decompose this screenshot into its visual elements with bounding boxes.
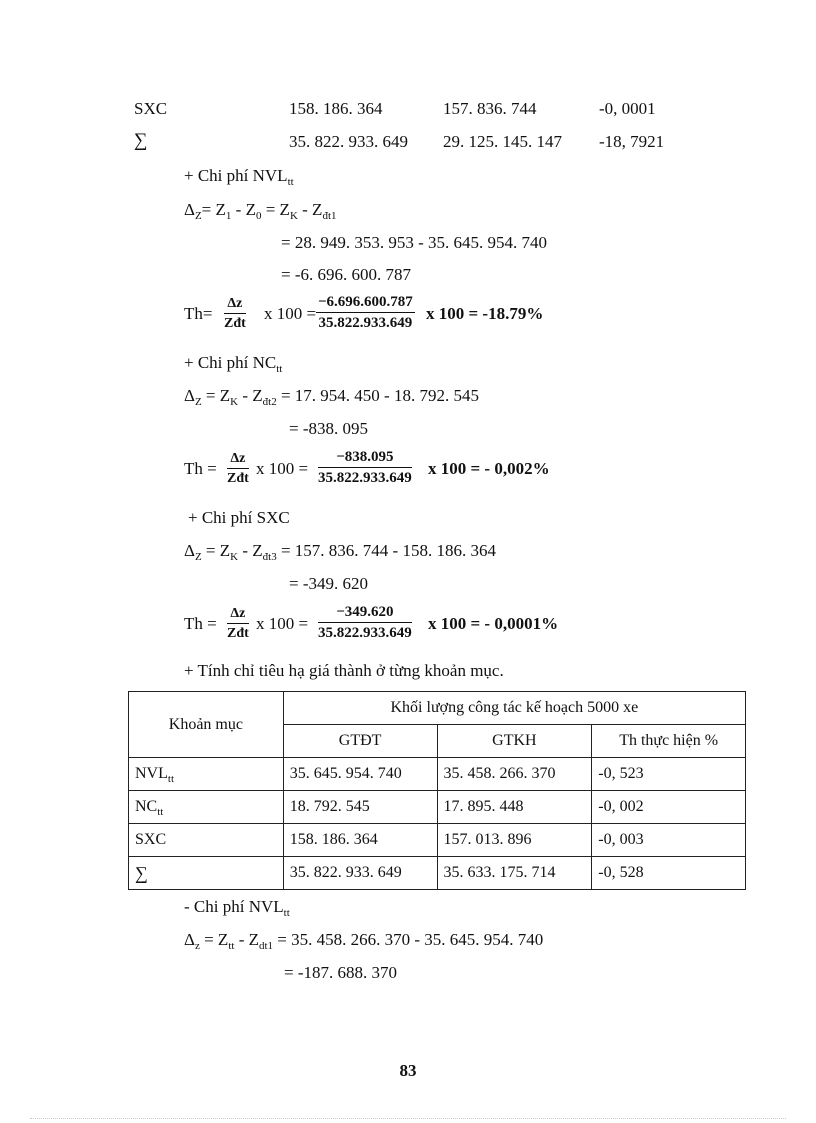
th-label: Th = (184, 614, 217, 633)
delta-formula-sxc: $\Delta_Z = Z_K - Z_{đt3} = 157$. 836. 744 - 158. 186. 364 (184, 541, 496, 563)
fraction-delta: Δz Zđt (227, 451, 249, 486)
page-number: 83 (399, 1061, 417, 1080)
col-header-item: Khoản mục (129, 692, 284, 758)
th-result: x 100 = - 0,002% (428, 459, 550, 478)
calc-line: = -349. 620 (289, 574, 368, 593)
cell: 158. 186. 364 (283, 824, 437, 857)
cost-table (128, 691, 746, 890)
section-heading-nvl2: - Chi phí $NVL_{tt}$ (184, 897, 290, 919)
col-header: GTĐT (283, 725, 437, 758)
delta-formula-nvl2: $\Delta_z = Z_{tt} - Z_{dt1} = 35$. 458. 266. 370 - 35. 645. 954. 740 (184, 930, 544, 952)
cell: -0, 002 (592, 791, 746, 824)
top-row-value: 158. 186. 364 (289, 99, 383, 118)
table-row (129, 758, 746, 791)
top-row-value: -0, 0001 (599, 99, 656, 118)
cell: 157. 013. 896 (437, 824, 592, 857)
cell: 35. 822. 933. 649 (283, 857, 437, 890)
section-heading-table: + Tính chỉ tiêu hạ giá thành ở từng khoản mục. (184, 661, 504, 680)
fraction-values: $\frac{-838.095}{35.822.933.649}$ (318, 449, 412, 486)
sum-symbol: ∑ (134, 130, 148, 151)
times-100: x 100 = (256, 459, 309, 478)
top-row-value: 35. 822. 933. 649 (289, 132, 408, 151)
row-label: SXC (129, 824, 284, 857)
th-result: x 100 = -18.79% (426, 304, 544, 323)
calc-line: = 28. 949. 353. 953 - 35. 645. 954. 740 (281, 233, 547, 252)
cell: 35. 645. 954. 740 (283, 758, 437, 791)
th-result: x 100 = - 0,0001% (428, 614, 559, 633)
fraction-delta: Δz Zđt (224, 296, 246, 331)
th-label: Th= (184, 304, 213, 323)
col-header: GTKH (437, 725, 592, 758)
section-heading-nvl: + Chi phí $NVL_{tt}$ (184, 166, 294, 188)
cell: 35. 458. 266. 370 (437, 758, 592, 791)
table-row (129, 791, 746, 824)
fraction-delta: Δz Zđt (227, 606, 249, 641)
top-row-value: 29. 125. 145. 147 (443, 132, 562, 151)
delta-formula-nvl: $\Delta_Z= Z_1 - Z_0 = Z_K - Z_{đt1}$ (184, 200, 337, 222)
th-label: Th = (184, 459, 217, 478)
cell: -0, 523 (592, 758, 746, 791)
fraction-values: $\frac{-6.696.600.787}{35.822.933.649}$ (318, 294, 413, 331)
top-row-value: -18, 7921 (599, 132, 665, 151)
delta-formula-nc: $\Delta_Z = Z_K - Z_{đt2} = 17$. 954. 450 - 18. 792. 545 (184, 386, 479, 408)
cell: -0, 003 (592, 824, 746, 857)
row-label: $NC_{tt}$ (129, 791, 284, 824)
section-heading-sxc: + Chi phí SXC (188, 508, 290, 527)
row-label: ∑ (129, 857, 284, 890)
group-header: Khối lượng công tác kế hoạch 5000 xe (283, 692, 745, 725)
cell: 17. 895. 448 (437, 791, 592, 824)
cell: -0, 528 (592, 857, 746, 890)
cell: 18. 792. 545 (283, 791, 437, 824)
calc-line: = -187. 688. 370 (284, 963, 397, 982)
col-header: Th thực hiện % (592, 725, 746, 758)
row-label: $NVL_{tt}$ (129, 758, 284, 791)
calc-line: = -838. 095 (289, 419, 368, 438)
footer-divider (30, 1118, 786, 1119)
table-header-row (129, 692, 746, 725)
table-row (129, 824, 746, 857)
fraction-values: $\frac{-349.620}{35.822.933.649}$ (318, 604, 412, 641)
times-100: x 100 = (256, 614, 309, 633)
cell: 35. 633. 175. 714 (437, 857, 592, 890)
top-row-value: 157. 836. 744 (443, 99, 537, 118)
times-100: x 100 = (264, 304, 317, 323)
section-heading-nc: + Chi phí $NC_{tt}$ (184, 353, 283, 375)
top-row-label: SXC (134, 99, 168, 118)
table-row (129, 857, 746, 890)
calc-line: = -6. 696. 600. 787 (281, 265, 411, 284)
